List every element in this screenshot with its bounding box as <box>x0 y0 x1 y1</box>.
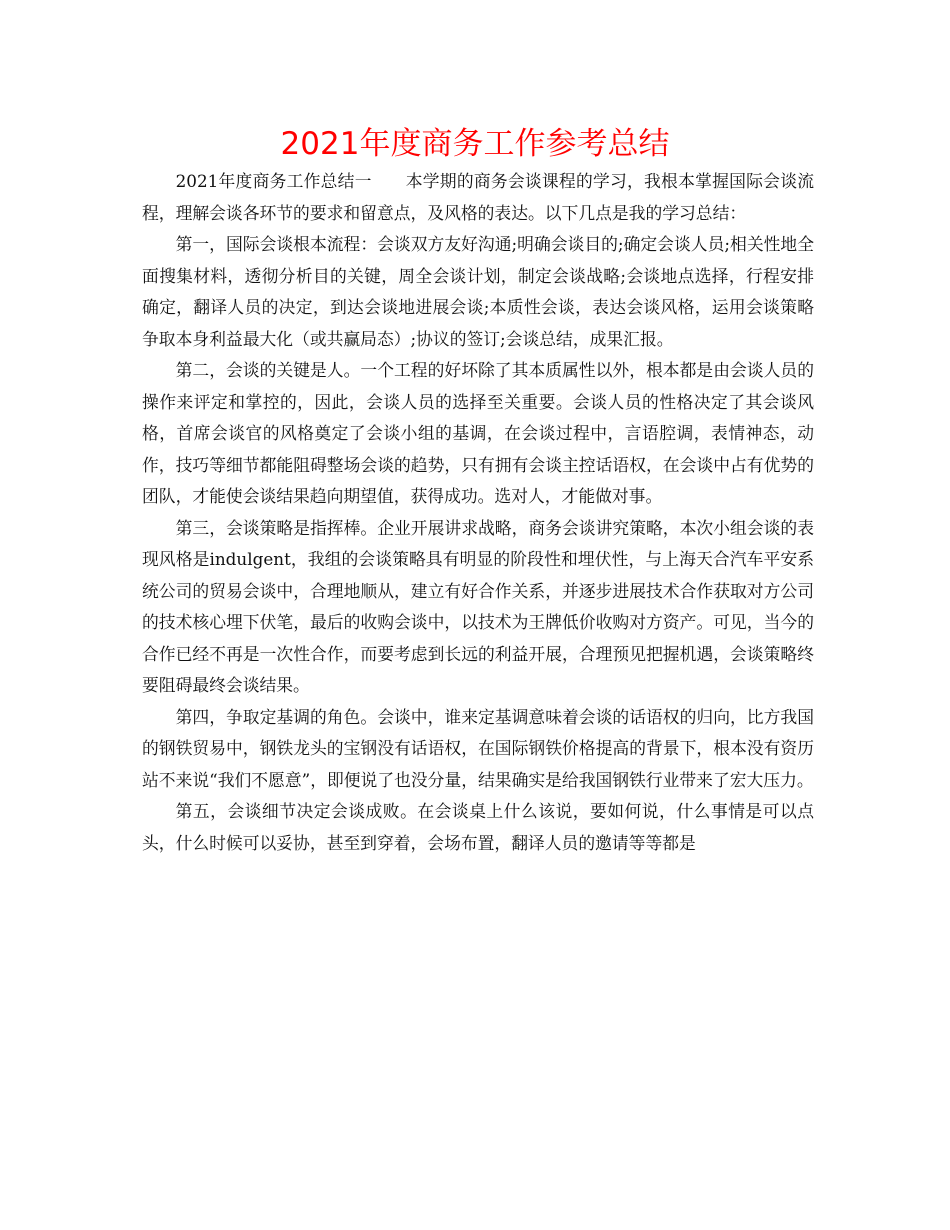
paragraph-third-point: 第三，会谈策略是指挥棒。企业开展讲求战略，商务会谈讲究策略，本次小组会谈的表现风格是indulgent，我组的会谈策略具有明显的阶段性和埋伏性，与上海天合汽车平安系统公司的贸易会谈中，合理地顺从，建立有好合作关系，并逐步进展技术合作获取对方公司的技术核心埋下伏笔，最后的收购会谈中，以技术为王牌低价收购对方资产。可见，当今的合作已经不再是一次性合作，而要考虑到长远的利益开展，合理预见把握机遇，会谈策略终要阻碍最终会谈结果。 <box>142 517 814 695</box>
document-title: 2021年度商务工作参考总结 <box>280 126 670 162</box>
paragraph-fifth-point: 第五，会谈细节决定会谈成败。在会谈桌上什么该说，要如何说，什么事情是可以点头，什么时候可以妥协，甚至到穿着，会场布置，翻译人员的邀请等等都是 <box>142 801 814 853</box>
paragraph-fourth-point: 第四，争取定基调的角色。会谈中，谁来定基调意味着会谈的话语权的归向，比方我国的钢铁贸易中，钢铁龙头的宝钢没有话语权，在国际钢铁价格提高的背景下，根本没有资历站不来说“我们不愿意”，即便说了也没分量，结果确实是给我国钢铁行业带来了宏大压力。 <box>142 706 814 790</box>
paragraph-second-point: 第二，会谈的关键是人。一个工程的好坏除了其本质属性以外，根本都是由会谈人员的操作来评定和掌控的，因此，会谈人员的选择至关重要。会谈人员的性格决定了其会谈风格，首席会谈官的风格奠定了会谈小组的基调，在会谈过程中，言语腔调，表情神态，动作，技巧等细节都能阻碍整场会谈的趋势，只有拥有会谈主控话语权，在会谈中占有优势的团队，才能使会谈结果趋向期望值，获得成功。选对人，才能做对事。 <box>142 360 814 506</box>
paragraph-first-point: 第一，国际会谈根本流程：会谈双方友好沟通;明确会谈目的;确定会谈人员;相关性地全面搜集材料，透彻分析目的关键，周全会谈计划，制定会谈战略;会谈地点选择，行程安排确定，翻译人员的决定，到达会谈地进展会谈;本质性会谈，表达会谈风格，运用会谈策略争取本身利益最大化（或共赢局态）;协议的签订;会谈总结，成果汇报。 <box>142 234 814 349</box>
document-body <box>142 166 814 859</box>
paragraph-intro: 2021年度商务工作总结一 本学期的商务会谈课程的学习，我根本掌握国际会谈流程，理解会谈各环节的要求和留意点，及风格的表达。以下几点是我的学习总结： <box>142 171 814 223</box>
